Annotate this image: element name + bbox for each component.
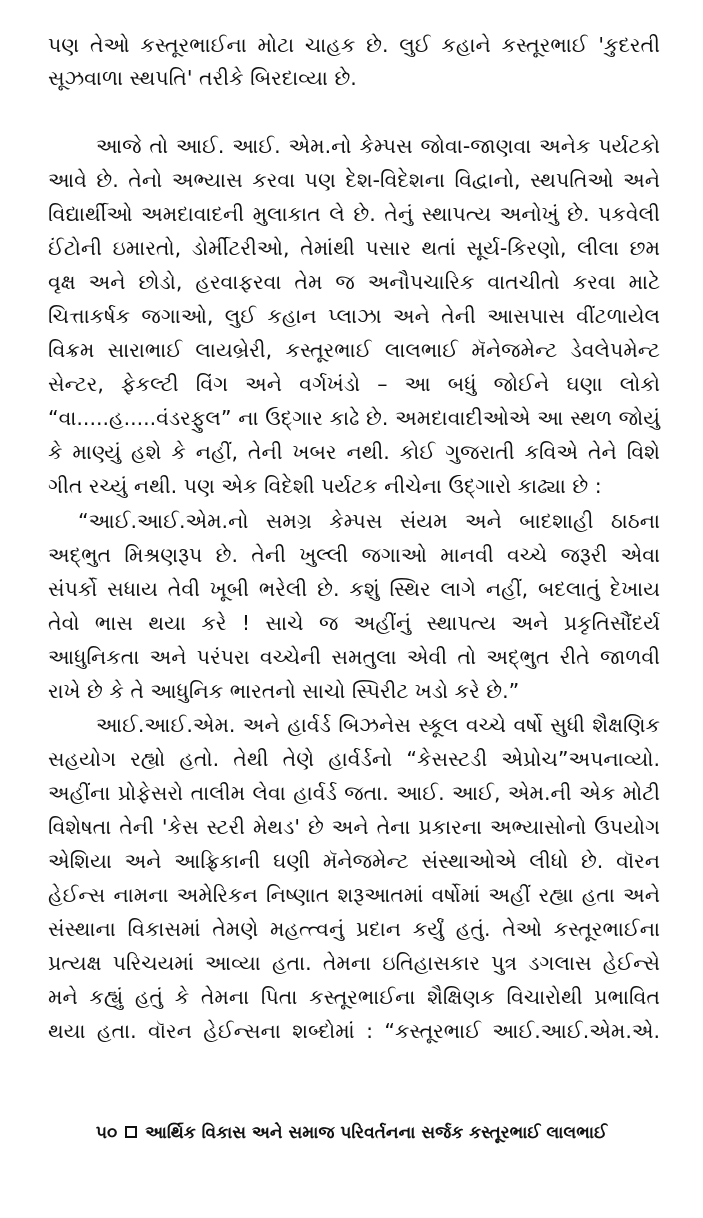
text-line: થયા હતા. વૉરન હેઈન્સના શબ્દોમાં : “કસ્તૂરભાઈ આઈ.આઈ.એમ.એ. xyxy=(48,1019,660,1043)
text-line: આઈ.આઈ.એમ. અને હાર્વર્ડ બિઝનેસ સ્કૂલ વચ્ચે વર્ષો સુધી શૈક્ષણિક xyxy=(96,713,660,737)
text-line: પણ તેઓ કસ્તૂરભાઈના મોટા ચાહક છે. લુઈ કહાને કસ્તૂરભાઈ 'કુદરતી xyxy=(48,33,660,57)
text-line: એશિયા અને આફ્રિકાની ઘણી મૅનેજમેન્ટ સંસ્થાઓએ લીધો છે. વૉરન xyxy=(48,849,660,873)
text-line: પ્રત્યક્ષ પરિચયમાં આવ્યા હતા. તેમના ઇતિહાસકાર પુત્ર ડગલાસ હેઈન્સે xyxy=(48,951,660,975)
text-line: કે માણ્યું હશે કે નહીં, તેની ખબર નથી. કોઈ ગુજરાતી કવિએ તેને વિશે xyxy=(48,440,660,464)
text-line: સેન્ટર, ફેકલ્ટી વિંગ અને વર્ગખંડો – આ બધું જોઈને ઘણા લોકો xyxy=(48,372,660,396)
quote-line: સંપર્કો સધાય તેવી ખૂબી ભરેલી છે. કશું સ્થિર લાગે નહીં, બદલાતું દેખાય xyxy=(48,577,660,601)
text-line: હેઈન્સ નામના અમેરિકન નિષ્ણાત શરૂઆતમાં વર્ષોમાં અહીં રહ્યા હતા અને xyxy=(48,883,660,907)
text-line: વિદ્યાર્થીઓ અમદાવાદની મુલાકાત લે છે. તેનું સ્થાપત્ય અનોખું છે. પકવેલી xyxy=(48,202,660,226)
page-number: ૫૦ xyxy=(95,1123,118,1143)
quote-line: અદ્ભુત મિશ્રણરૂપ છે. તેની ખુલ્લી જગાઓ માનવી વચ્ચે જરૂરી એવા xyxy=(48,543,660,567)
text-line: ઈંટોની ઇમારતો, ડોર્મીટરીઓ, તેમાંથી પસાર થતાં સૂર્ય-કિરણો, લીલા છમ xyxy=(48,236,660,260)
text-line: વૃક્ષ અને છોડો, હરવાફરવા તેમ જ અનૌપચારિક વાતચીતો કરવા માટે xyxy=(48,270,660,294)
text-line: અહીંના પ્રોફેસરો તાલીમ લેવા હાર્વર્ડ જતા. આઈ. આઈ, એમ.ની એક મોટી xyxy=(48,781,660,805)
text-line: ગીત રચ્યું નથી. પણ એક વિદેશી પર્યટક નીચેના ઉદ્ગારો કાઢ્યા છે : xyxy=(48,474,602,498)
page-footer xyxy=(0,1120,703,1146)
text-line: વિશેષતા તેની 'કેસ સ્ટરી મેથડ' છે અને તેના પ્રકારના અભ્યાસોનો ઉપયોગ xyxy=(48,815,660,839)
quote-line: તેવો ભાસ થયા કરે ! સાચે જ અહીંનું સ્થાપત્ય અને પ્રકૃતિસૌંદર્ય xyxy=(48,611,660,635)
quote-line: આધુનિકતા અને પરંપરા વચ્ચેની સમતુલા એવી તો અદ્ભુત રીતે જાળવી xyxy=(48,645,660,669)
text-line: વિક્રમ સારાભાઈ લાયબ્રેરી, કસ્તૂરભાઈ લાલભાઈ મૅનેજમેન્ટ ડેવલેપમેન્ટ xyxy=(48,338,660,362)
quote-line: “આઈ.આઈ.એમ.નો સમગ્ર કેમ્પસ સંયમ અને બાદશાહી ઠાઠના xyxy=(78,509,660,533)
text-line: આવે છે. તેનો અભ્યાસ કરવા પણ દેશ-વિદેશના વિદ્વાનો, સ્થપતિઓ અને xyxy=(48,168,660,192)
text-line: ચિત્તાકર્ષક જગાઓ, લુઈ કહાન પ્લાઝા અને તેની આસપાસ વીંટળાયેલ xyxy=(48,304,660,328)
text-line: મને કહ્યું હતું કે તેમના પિતા કસ્તૂરભાઈના શૈક્ષિણક વિચારોથી પ્રભાવિત xyxy=(48,985,660,1009)
quote-line: રાખે છે કે તે આધુનિક ભારતનો સાચો સ્પિરીટ ખડો કરે છે.” xyxy=(48,679,520,703)
square-bullet-icon xyxy=(125,1126,137,1138)
book-title: આર્થિક વિકાસ અને સમાજ પરિવર્તનના સર્જક કસ્તૂરભાઈ લાલભાઈ xyxy=(145,1123,608,1143)
text-line: સહયોગ રહ્યો હતો. તેથી તેણે હાર્વર્ડનો “કેસસ્ટડી એપ્રોચ”અપનાવ્યો. xyxy=(48,747,660,771)
text-line: સંસ્થાના વિકાસમાં તેમણે મહત્ત્વનું પ્રદાન કર્યું હતું. તેઓ કસ્તૂરભાઈના xyxy=(48,917,660,941)
text-line: આજે તો આઈ. આઈ. એમ.નો કેમ્પસ જોવા-જાણવા અનેક પર્યટકો xyxy=(96,134,660,158)
text-line: “વા.....હ.....વંડરફુલ” ના ઉદ્ગાર કાઢે છે. અમદાવાદીઓએ આ સ્થળ જોયું xyxy=(48,406,660,430)
text-line: સૂઝવાળા સ્થપતિ' તરીકે બિરદાવ્યા છે. xyxy=(48,66,357,90)
